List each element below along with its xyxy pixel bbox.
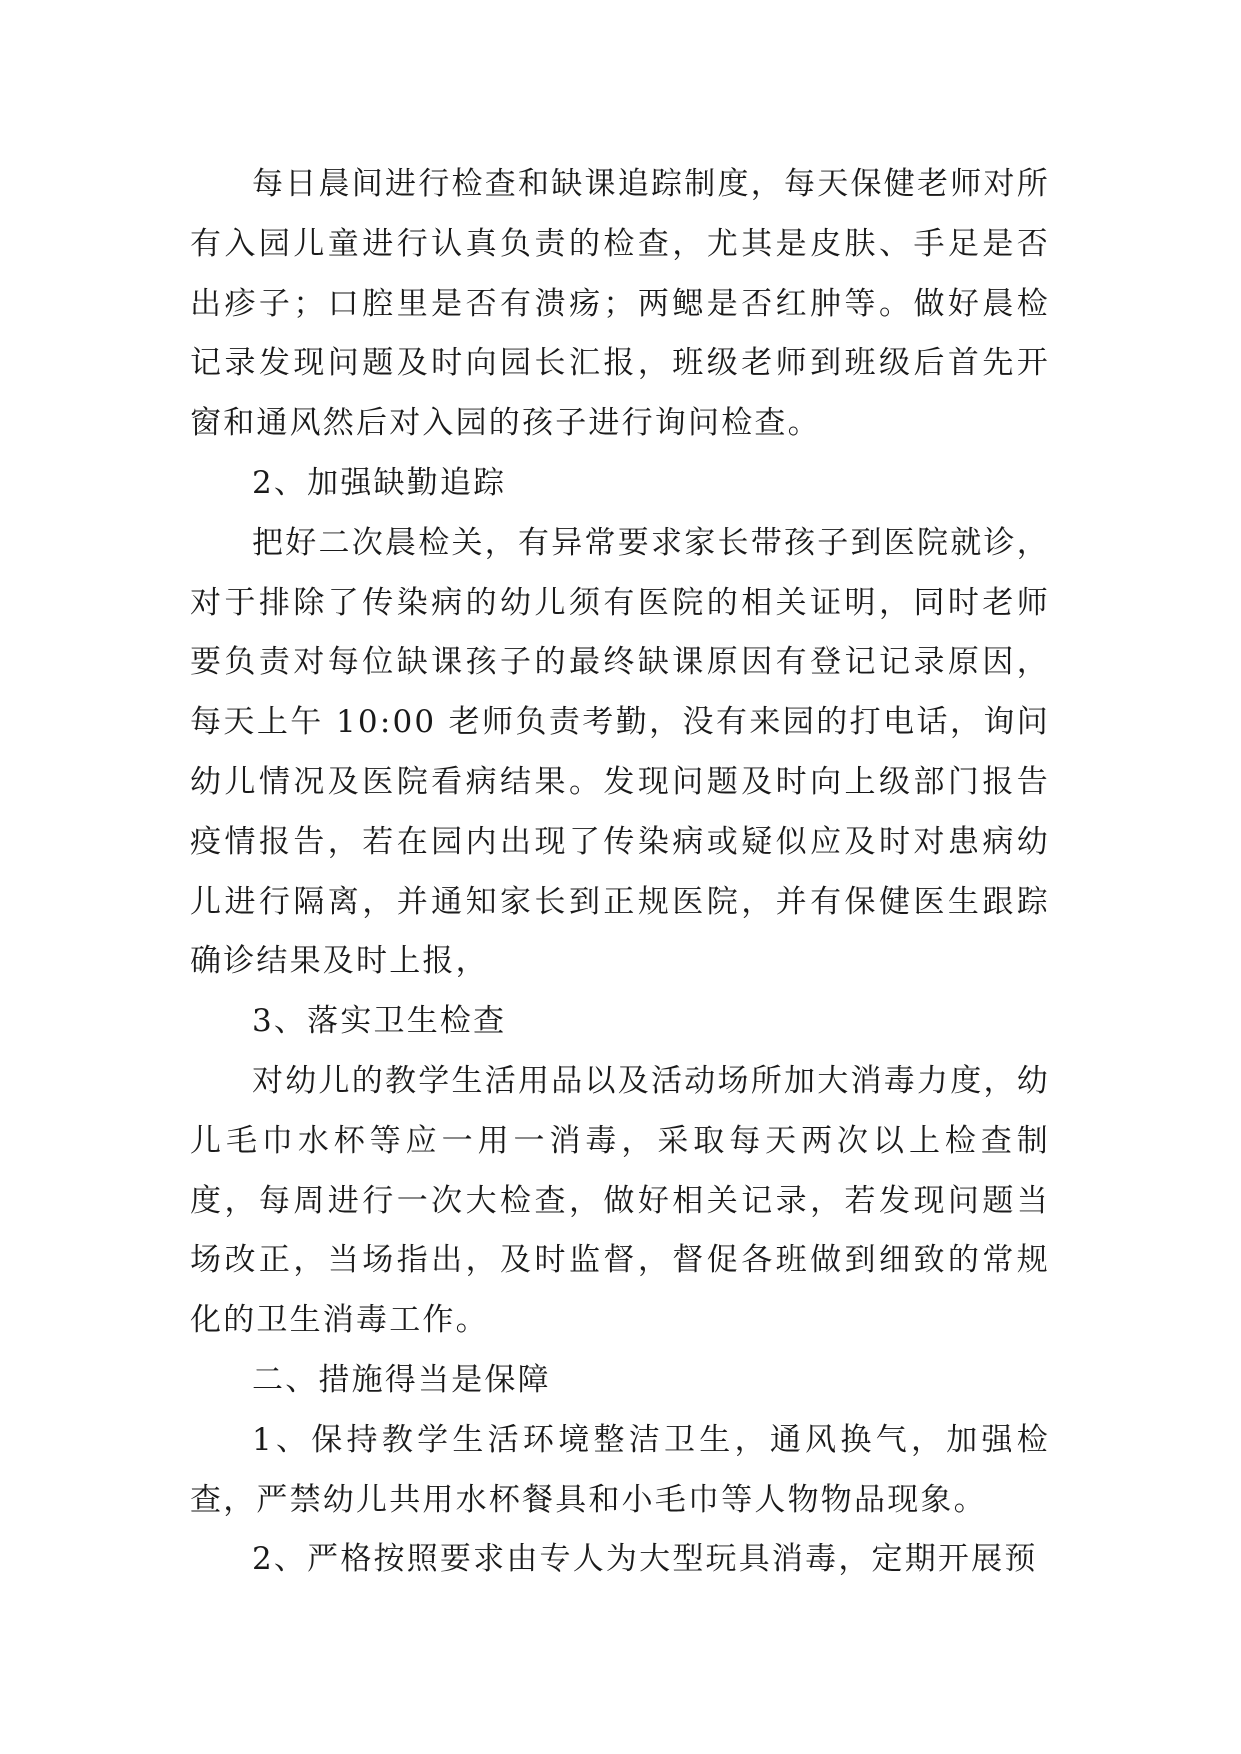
paragraph-morning-check: 每日晨间进行检查和缺课追踪制度，每天保健老师对所有入园儿童进行认真负责的检查，尤其是皮肤、手足是否出疹子；口腔里是否有溃疡；两鳃是否红肿等。做好晨检记录发现问题及时向园长汇报，班级老师到班级后首先开窗和通风然后对入园的孩子进行询问检查。 — [190, 166, 1050, 442]
heading-measures: 二、措施得当是保障 — [252, 1361, 551, 1398]
paragraph-environment: 1、保持教学生活环境整洁卫生，通风换气，加强检查，严禁幼儿共用水杯餐具和小毛巾等人物物品现象。 — [190, 1421, 1050, 1518]
heading-hygiene-check: 3、落实卫生检查 — [252, 1003, 507, 1040]
document-body — [190, 155, 1050, 1590]
paragraph-second-check: 把好二次晨检关，有异常要求家长带孩子到医院就诊，对于排除了传染病的幼儿须有医院的相关证明，同时老师要负责对每位缺课孩子的最终缺课原因有登记记录原因，每天上午 10:00 老师负责考勤，没有来园的打电话，询问幼儿情况及医院看病结果。发现问题及时向上级部门报告疫情报告，若在园内出现了传染病或疑似应及时对患病幼儿进行隔离，并通知家长到正规医院，并有保健医生跟踪确诊结果及时上报， — [190, 524, 1050, 980]
heading-absence-tracking: 2、加强缺勤追踪 — [252, 464, 507, 501]
paragraph-toy-disinfection: 2、严格按照要求由专人为大型玩具消毒，定期开展预 — [252, 1541, 1038, 1578]
paragraph-disinfection: 对幼儿的教学生活用品以及活动场所加大消毒力度，幼儿毛巾水杯等应一用一消毒，采取每天两次以上检查制度，每周进行一次大检查，做好相关记录，若发现问题当场改正，当场指出，及时监督，督促各班做到细致的常规化的卫生消毒工作。 — [190, 1062, 1050, 1339]
